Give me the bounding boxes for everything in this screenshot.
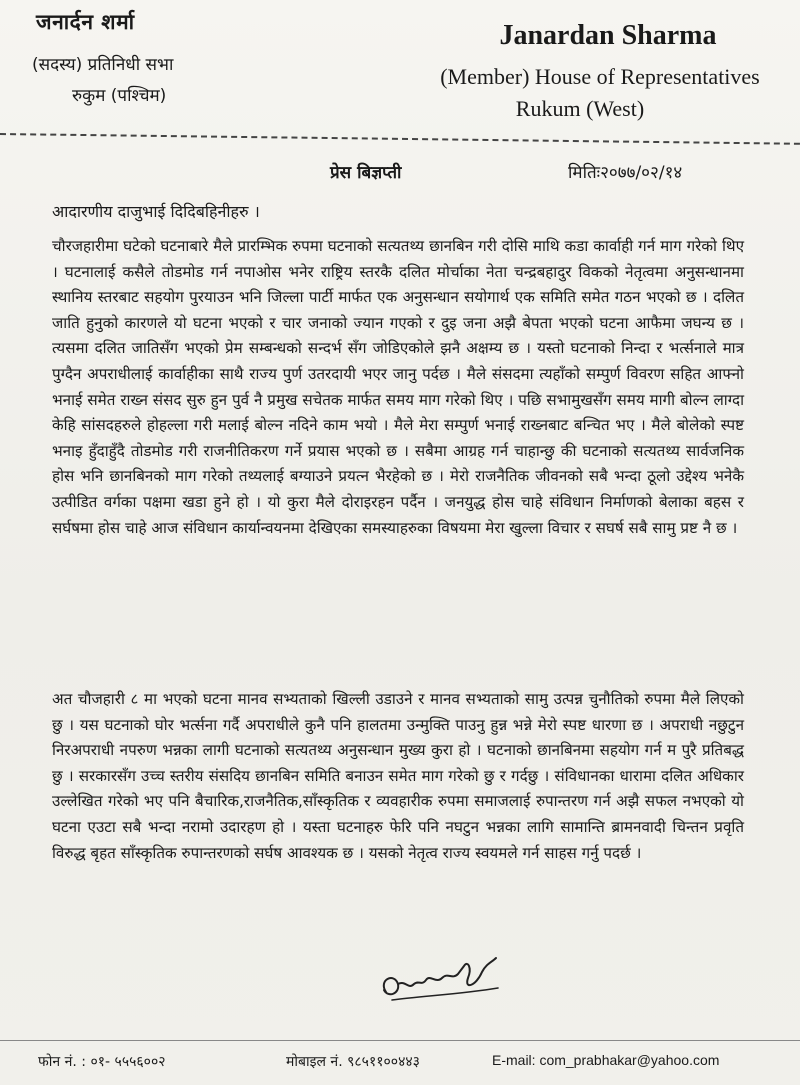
- letterhead-divider: [0, 133, 800, 145]
- letterhead-english: [400, 20, 800, 122]
- letterhead-nepali: [24, 8, 324, 106]
- document-date: मितिः२०७७/०२/१४: [568, 163, 683, 183]
- member-name-english: Janardan Sharma: [499, 20, 717, 51]
- body-paragraph: चौरजहारीमा घटेको घटनाबारे मैले प्रारम्भिक रुपमा घटनाको सत्यतथ्य छानबिन गरी दोसि माथि कडा कार्वाही गर्न माग गरेको थिए । घटनालाई कसैले तोडमोड गर्न नपाओस भनेर राष्ट्रिय स्तरकै दलित मोर्चाका नेता चन्द्रबहादुर विकको नेतृत्वमा अनुसन्धानमा स्थानिय स्तरबाट सहयोग पुरयाउन भनि जिल्ला पार्टी मार्फत एक अनुसन्धान सयोगार्थ एक समिति समेत गठन भएको छ । दलित जाति हुनुको कारणले यो घटना भएको र चार जनाको ज्यान गएको र दुइ जना अझै बेपता भएको घटना आफैमा जघन्य छ । त्यसमा दलित जातिसँग भएको प्रेम सम्बन्धको सन्दर्भ सँग जोडिएकोले झनै अक्षम्य छ । यस्तो घटनाको निन्दा र भर्त्सनाले मात्र पुग्दैन अपराधीलाई कार्वाहीका साथै राज्य पुर्ण उतरदायी भएर जानु पर्दछ । मैले संसदमा त्यहाँको सम्पुर्ण विवरण सहित आफ्नो भनाई समेत राख्न संसद सुरु हुन पुर्व नै प्रमुख सचेतक मार्फत समय माग गरेको थिए । पछि सभामुखसँग समय मागी बोल्न लाग्दा केहि सांसदहरुले होहल्ला गरी मलाई बोल्न नदिने काम भयो । मैले मेरा सम्पुर्ण भनाई राख्नबाट बन्चित भए । मैले बोलेको स्पष्ट भनाइ हुँदाहुँदै तोडमोड गरी राजनीतिकरण गर्ने प्रयास भएको छ । सबैमा आग्रह गर्न चाहान्छु की घटनाको सत्यतथ्य सार्वजनिक होस भनि छानबिनको माग गरेको तथ्यलाई बग्याउने प्रयत्न भैरहेको छ । मेरो राजनैतिक जीवनको सबै भन्दा ठूलो उद्देश्य भनेकै उत्पीडित वर्गका पक्षमा खडा हुने हो । यो कुरा मैले दोराइरहन पर्दैन । जनयुद्ध होस चाहे संविधान निर्माणको बेलाका बहस र सर्घषमा होस चाहे आज संविधान कार्यान्वयनमा देखिएका समस्याहरुका विषयमा मेरा खुल्ला विचार र सघर्ष सबै सामु प्रष्ट नै छ ।: [52, 237, 744, 537]
- member-district-english: Rukum (West): [515, 96, 645, 121]
- member-name-nepali: जनार्दन शर्मा: [36, 10, 135, 34]
- footer-divider: [0, 1040, 800, 1041]
- member-role-nepali: (सदस्य) प्रतिनिधी सभा: [32, 55, 174, 75]
- salutation: आदारणीय दाजुभाई दिदिबहिनीहरु ।: [52, 202, 260, 221]
- footer-mobile: मोबाइल नं. ९८५११००४४३: [286, 1054, 420, 1070]
- handwritten-signature: [372, 950, 512, 1010]
- document-title: प्रेस बिज्ञप्ती: [330, 163, 402, 183]
- footer-email: E-mail: com_prabhakar@yahoo.com: [492, 1052, 720, 1068]
- member-role-english: (Member) House of Representatives: [440, 64, 760, 89]
- footer-phone: फोन नं. : ०१- ५५५६००२: [38, 1054, 166, 1070]
- letterhead-footer: [0, 1048, 800, 1078]
- member-district-nepali: रुकुम (पश्चिम): [72, 86, 167, 106]
- body-paragraph: अत चौजहारी ८ मा भएको घटना मानव सभ्यताको खिल्ली उडाउने र मानव सभ्यताको सामु उत्पन्न चुनौतिको रुपमा मैले लिएको छु । यस घटनाको घोर भर्त्सना गर्दै अपराधीले कुनै पनि हालतमा उन्मुक्ति पाउनु हुन्न भन्ने मेरो स्पष्ट धारणा छ । अपराधी नछुटुन निरअपराधी नपरुण भन्नका लागी घटनाको सत्यतथ्य अनुसन्धान मुख्य कुरा हो । घटनाको छानबिनमा सहयोग गर्न म पुरै प्रतिबद्ध छु । सरकारसँग उच्च स्तरीय संसदिय छानबिन समिति बनाउन समेत माग गरेको छु र गर्दछु । संविधानका धारामा दलित अधिकार उल्लेखित गरेको भए पनि बैचारिक,राजनैतिक,साँस्कृतिक र व्यवहारीक रुपमा समाजलाई रुपान्तरण गर्न अझै सफल नभएको यो घटना एउटा सबै भन्दा नरामो उदारहण हो । यस्ता घटनाहरु फेरि पनि नघटुन भन्नका लागि सामान्ति ब्रामनवादी चिन्तन प्रवृति विरुद्ध बृहत साँस्कृतिक रुपान्तरणको सर्घष आवश्यक छ । यसको नेतृत्व राज्य स्वयमले गर्न साहस गर्नु पदर्छ ।: [52, 690, 744, 862]
